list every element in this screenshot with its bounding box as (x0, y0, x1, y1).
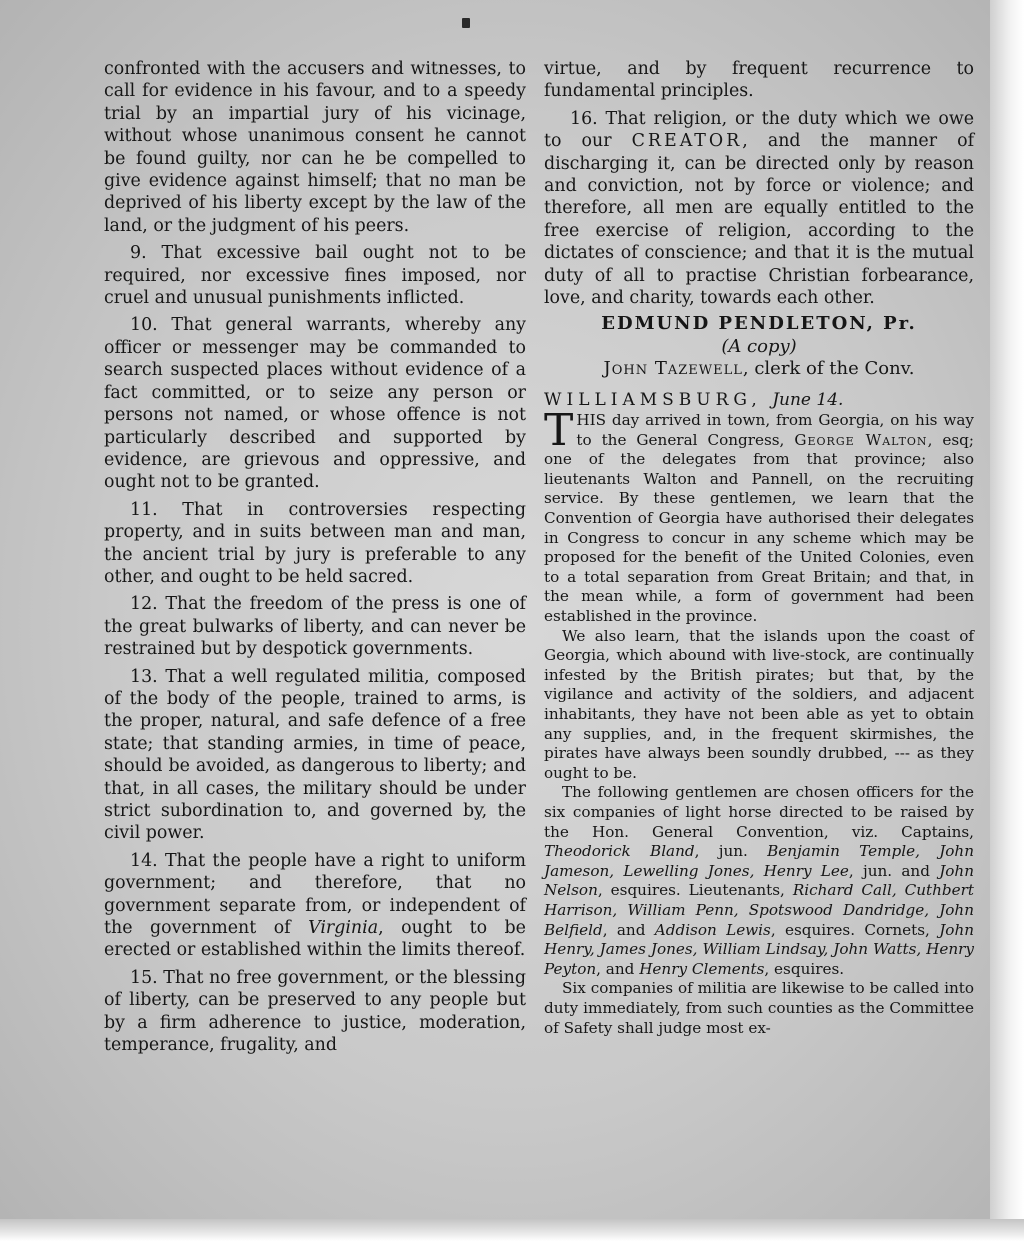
officers-text-d: , jun. and (848, 861, 940, 880)
news-item-officers (544, 783, 974, 979)
article-14-virginia: Virginia (308, 918, 379, 939)
clerk-line (544, 358, 974, 380)
news-item-islands: We also learn, that the islands upon the coast of Georgia, which abound with live-stock, are continually infested by the British pirates; but that, by the vigilance and activity of the soldiers, and adjacent inhabitants, they have not been able as yet to obtain any supplies, and, in the frequent skirmishes, the pirates have always been soundly drubbed, --- as they ought to be. (544, 626, 974, 782)
news-walton-text-b: , esq; one of the delegates from that province; also lieutenants Walton and Pannell, on the recruiting service. By these gentlemen, we learn that the Convention of Georgia have authorised their delegates in Congress to concur in any scheme which may be proposed for the benefit of the United Colonies, even to a total separation from Great Britain; and that, in the mean while, a form of government had been established in the province. (544, 430, 974, 626)
officers-lieutenant-lewis: Addison Lewis (654, 920, 771, 939)
officers-cornets: John Henry, James Jones, William Lindsay, John Watts, Henry Peyton (544, 920, 975, 978)
page-edge-right (990, 0, 1024, 1241)
article-10: 10. That general warrants, whereby any officer or messenger may be commanded to search suspected places without evidence of a fact committed, or to seize any person or persons not named, or whose offence is not particularly described and supported by evidence, are grievous and oppressive, and ought not to be granted. (104, 315, 526, 493)
page-edge-bottom (0, 1219, 1024, 1241)
officers-captain-nelson: John Nelson (544, 861, 974, 900)
officers-text-h: , and (602, 920, 655, 939)
news-dateline (544, 389, 974, 411)
article-11: 11. That in controversies respecting property, and in suits between man and man, the ancient trial by jury is preferable to any other, and ought to be held sacred. (104, 499, 526, 587)
article-14-text-b: , ought to be erected or established within the limits thereof. (104, 918, 526, 961)
officers-text-n: , esquires. (764, 959, 845, 978)
officers-lieutenants: Richard Call, Cuthbert Harrison, William Penn, Spotswood Dandridge, John Belfield (544, 881, 975, 939)
officers-captains: Benjamin Temple, John Jameson, Lewelling Jones, Henry Lee (544, 842, 974, 880)
dateline-place: WILLIAMSBURG, (544, 389, 773, 410)
article-8-continuation: confronted with the accusers and witnesses, to call for evidence in his favour, and to a speedy trial by an impartial jury of his vicinage, without whose unanimous consent he cannot be found guilty, nor can he be compelled to give evidence against himself; that no man be deprived of his liberty except by the law of the land, or the judgment of his peers. (104, 59, 526, 236)
right-column (544, 58, 974, 1038)
officers-text-a: The following gentlemen are chosen officers for the six companies of light horse directed to be raised by the Hon. General Convention, viz. Captains, (544, 783, 974, 841)
article-9: 9. That excessive bail ought not to be required, nor excessive fines imposed, nor cruel and unusual punishments inflicted. (104, 243, 526, 309)
officers-text-b: , jun. (694, 842, 768, 861)
news-item-militia: Six companies of militia are likewise to be called into duty immediately, from such counties as the Committee of Safety shall judge most ex- (544, 979, 974, 1037)
left-column (104, 58, 526, 1056)
dateline-date: June 14. (772, 389, 844, 410)
clerk-title: , clerk of the Conv. (742, 358, 915, 380)
news-walton-text-a: THIS day arrived in town, from Georgia, on his way to the General Congress, (544, 405, 974, 457)
article-16-text-a: 16. That religion, or the duty which we owe to our (544, 108, 974, 152)
news-item-walton (544, 405, 974, 627)
article-12: 12. That the freedom of the press is one of the great bulwarks of liberty, and can never be restrained but by despotick governments. (104, 594, 526, 660)
officers-text-f: , esquires. Lieutenants, (597, 881, 793, 900)
article-15: 15. That no free government, or the blessing of liberty, can be preserved to any people but by a firm adherence to justice, moderation, temperance, frugality, and (104, 967, 526, 1056)
article-13: 13. That a well regulated militia, composed of the body of the people, trained to arms, is the proper, natural, and safe defence of a free state; that standing armies, in time of peace, should be avoided, as dangerous to liberty; and that, in all cases, the military should be under strict subordination to, and governed by, the civil power. (104, 666, 526, 844)
copy-note: (A copy) (721, 335, 797, 357)
article-16-creator: CREATOR (631, 131, 743, 152)
officers-text-j: , esquires. Cornets, (770, 920, 940, 939)
article-14 (104, 850, 526, 962)
officers-captain-bland: Theodorick Bland (544, 842, 695, 861)
article-15-continuation: virtue, and by frequent recurrence to fundamental principles. (544, 59, 974, 102)
officers-text-l: , and (596, 959, 640, 978)
officers-cornet-clements: Henry Clements (639, 959, 765, 978)
article-16-text-b: , and the manner of discharging it, can be directed only by reason and conviction, not by force or violence; and therefore, all men are equally entitled to the free exercise of religion, according to the dictates of conscience; and that it is the mutual duty of all to practise Christian forbearance, love, and charity, towards each other. (544, 131, 975, 309)
signer-name: EDMUND PENDLETON, Pr. (601, 313, 917, 335)
ink-mark (462, 18, 470, 28)
article-16 (544, 108, 974, 310)
news-walton-name: George Walton (794, 430, 928, 449)
article-14-text-a: 14. That the people have a right to uniform government; and therefore, that no government separate from, or independent of the government of (104, 850, 526, 939)
clerk-name: John Tazewell (603, 358, 743, 380)
